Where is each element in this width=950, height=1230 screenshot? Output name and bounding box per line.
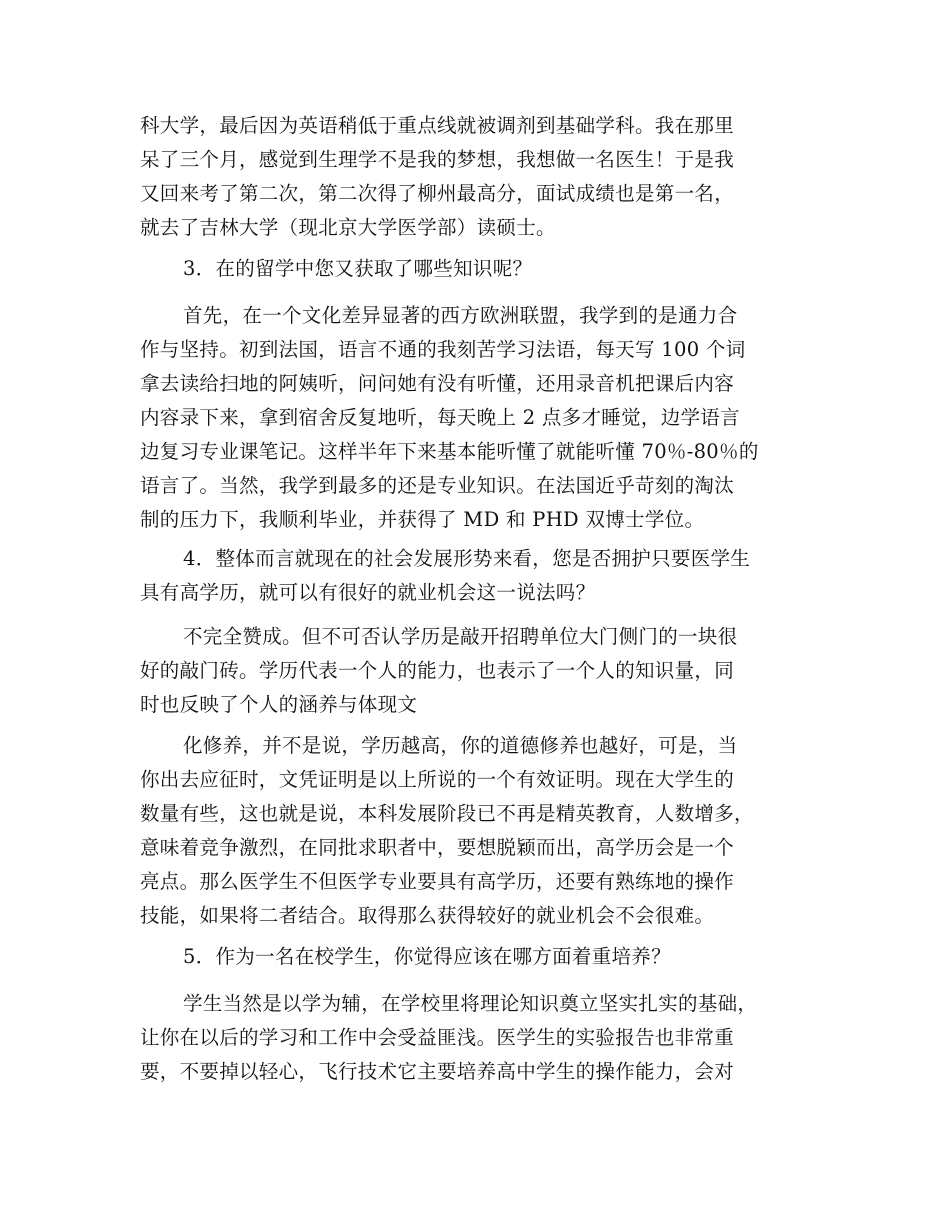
question-line: 5．作为一名在校学生，你觉得应该在哪方面着重培养？ bbox=[183, 945, 671, 968]
text-line: 内容录下来，拿到宿舍反复地听，每天晚上 2 点多才睡觉，边学语言 bbox=[140, 406, 740, 429]
text-line: 要，不要掉以轻心，飞行技术它主要培养高中学生的操作能力，会对 bbox=[140, 1060, 735, 1083]
question-line: 3．在的留学中您又获取了哪些知识呢？ bbox=[183, 257, 533, 280]
answer-4-part-2 bbox=[140, 729, 840, 933]
text-line: 学生当然是以学为辅，在学校里将理论知识奠立坚实扎实的基础， bbox=[183, 992, 758, 1015]
text-line: 你出去应征时，文凭证明是以上所说的一个有效证明。现在大学生的 bbox=[140, 768, 735, 791]
text-line: 首先，在一个文化差异显著的西方欧洲联盟，我学到的是通力合 bbox=[183, 304, 738, 327]
answer-3 bbox=[140, 299, 840, 537]
answer-5 bbox=[140, 987, 840, 1089]
text-line: 好的敲门砖。学历代表一个人的能力，也表示了一个人的知识量，同 bbox=[140, 659, 735, 682]
text-line: 数量有些，这也就是说，本科发展阶段已不再是精英教育，人数增多， bbox=[140, 802, 754, 825]
question-5 bbox=[140, 940, 840, 974]
text-line: 不完全赞成。但不可否认学历是敲开招聘单位大门侧门的一块很 bbox=[183, 625, 738, 648]
question-3 bbox=[140, 252, 840, 286]
text-line: 制的压力下，我顺利毕业，并获得了 MD 和 PHD 双博士学位。 bbox=[140, 508, 705, 531]
text-line: 就去了吉林大学（现北京大学医学部）读硕士。 bbox=[140, 216, 556, 239]
text-line: 呆了三个月，感觉到生理学不是我的梦想，我想做一名医生！于是我 bbox=[140, 148, 735, 171]
text-line: 作与坚持。初到法国，语言不通的我刻苦学习法语，每天写 100 个词 bbox=[140, 338, 746, 361]
text-line: 让你在以后的学习和工作中会受益匪浅。医学生的实验报告也非常重 bbox=[140, 1026, 735, 1049]
text-line: 亮点。那么医学生不但医学专业要具有高学历，还要有熟练地的操作 bbox=[140, 870, 735, 893]
text-line: 技能，如果将二者结合。取得那么获得较好的就业机会不会很难。 bbox=[140, 904, 715, 927]
text-line: 意味着竞争激烈，在同批求职者中，要想脱颖而出，高学历会是一个 bbox=[140, 836, 735, 859]
paragraph-education-history bbox=[140, 109, 840, 245]
text-line: 化修养，并不是说，学历越高，你的道德修养也越好，可是，当 bbox=[183, 734, 738, 757]
question-4 bbox=[140, 542, 840, 610]
text-line: 又回来考了第二次，第二次得了柳州最高分，面试成绩也是第一名， bbox=[140, 182, 735, 205]
question-line: 4．整体而言就现在的社会发展形势来看，您是否拥护只要医学生 bbox=[183, 547, 751, 570]
answer-4-part-1 bbox=[140, 620, 840, 722]
text-line: 边复习专业课笔记。这样半年下来基本能听懂了就能听懂 70％-80％的 bbox=[140, 440, 759, 463]
text-line: 科大学，最后因为英语稍低于重点线就被调剂到基础学科。我在那里 bbox=[140, 114, 735, 137]
text-line: 时也反映了个人的涵养与体现文 bbox=[140, 693, 418, 716]
text-line: 拿去读给扫地的阿姨听，问问她有没有听懂，还用录音机把课后内容 bbox=[140, 372, 735, 395]
text-line: 语言了。当然，我学到最多的还是专业知识。在法国近乎苛刻的淘汰 bbox=[140, 474, 735, 497]
question-line: 具有高学历，就可以有很好的就业机会这一说法吗？ bbox=[140, 581, 596, 604]
